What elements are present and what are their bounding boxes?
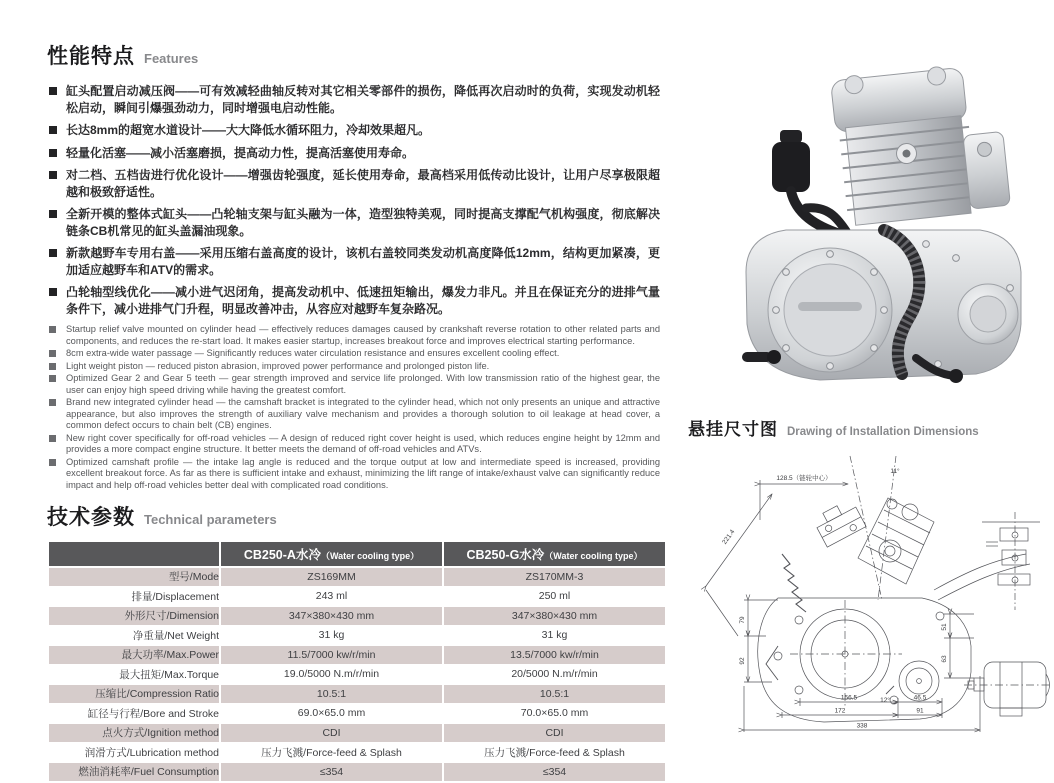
feature-item-en: [47, 348, 660, 360]
spec-value-model-g: 31 kg: [443, 626, 666, 646]
drawing-cylinder: [858, 498, 934, 584]
feature-item-en: [47, 373, 660, 396]
feature-item-en-text: Brand new integrated cylinder head — the camshaft bracket is integrated to the cylinder head, which not only presents an unique and attractive appearance, but also improves the strength of auxiliary valve mechanism and provides a thorough solution to oil leakage at head cover, a common defect occurs to chain belt (CB) engines.: [66, 397, 660, 430]
spec-header-empty-cell: [48, 541, 220, 567]
spec-table-row: [48, 567, 666, 587]
crankcase: [746, 230, 1021, 380]
feature-item-en-text: 8cm extra-wide water passage — Significantly reduces water circulation resistance and ensures excellent cooling effect.: [66, 348, 560, 358]
spec-value-model-g: 347×380×430 mm: [443, 606, 666, 626]
tech-params-title-en: Technical parameters: [144, 512, 277, 527]
drawing-section-title: [688, 415, 979, 440]
spec-row-label: 最大扭矩/Max.Torque: [48, 665, 220, 685]
spec-value-model-a: 243 ml: [220, 587, 443, 607]
spec-value-model-g: 压力飞溅/Force-feed & Splash: [443, 743, 666, 763]
bullet-square-icon: [49, 210, 57, 218]
spec-value-model-a: ≤354: [220, 762, 443, 782]
feature-item-zh: [47, 145, 660, 162]
spec-row-label: 型号/Mode: [48, 567, 220, 587]
spec-table-row: [48, 762, 666, 782]
dim-sprocket-center: 128.5（链轮中心）: [776, 475, 832, 482]
installation-drawing: [682, 450, 1054, 755]
feature-item-en: [47, 457, 660, 492]
tech-params-title-zh: 技术参数: [47, 506, 135, 529]
dim-bottom-2b: 91: [916, 707, 924, 715]
feature-item-en-text: Optimized camshaft profile — the intake lag angle is reduced and the torque output at low and intermediate speed is increased, providing excellent breakout force. As far as there is sufficient intake and exhaust, minimizing the lift range of intake/exhaust valve can significantly reduce impact and help off-road vehicles better deal with complicated road conditions.: [66, 456, 660, 490]
bullet-square-icon: [49, 399, 56, 406]
feature-item-zh-text: 缸头配置启动减压阀——可有效减轻曲轴反转对其它相关零部件的损伤，降低再次启动时的负荷，实现发动机轻松启动，瞬间引爆强劲动力，同时增强电启动性能。: [66, 84, 660, 115]
tech-params-section-title: [47, 501, 660, 531]
bullet-square-icon: [49, 249, 57, 257]
feature-item-zh-text: 长达8mm的超宽水道设计——大大降低水循环阻力，冷却效果超凡。: [66, 123, 431, 137]
dim-bottom-total: 338: [856, 722, 868, 730]
spec-value-model-g: ZS170MM-3: [443, 567, 666, 587]
spec-row-label: 压缩比/Compression Ratio: [48, 684, 220, 704]
spec-row-label: 润滑方式/Lubrication method: [48, 743, 220, 763]
spec-table-row: [48, 587, 666, 607]
cylinder-head: [830, 61, 1011, 227]
drawing-bracket: [982, 512, 1040, 610]
model-a-name: CB250-A水冷: [243, 548, 321, 562]
model-g-name: CB250-G水冷: [466, 548, 545, 562]
spec-value-model-g: CDI: [443, 723, 666, 743]
dim-bottom-1a: 156.5: [840, 694, 858, 702]
spec-value-model-g: 20/5000 N.m/r/min: [443, 665, 666, 685]
spec-value-model-a: 11.5/7000 kw/r/min: [220, 645, 443, 665]
feature-item-zh: [47, 206, 660, 239]
spec-row-label: 点火方式/Ignition method: [48, 723, 220, 743]
bullet-square-icon: [49, 459, 56, 466]
spec-value-model-g: 70.0×65.0 mm: [443, 704, 666, 724]
spec-value-model-a: 31 kg: [220, 626, 443, 646]
bullet-square-icon: [49, 149, 57, 157]
spec-value-model-a: 69.0×65.0 mm: [220, 704, 443, 724]
bullet-square-icon: [49, 288, 57, 296]
feature-item-zh-text: 全新开模的整体式缸头——凸轮轴支架与缸头融为一体，造型独特美观，同时提高支撑配气机构强度，彻底解决链条CB机常见的缸头盖漏油现象。: [66, 207, 660, 238]
feature-item-zh-text: 对二档、五档齿进行优化设计——增强齿轮强度，延长使用寿命，最高档采用低传动比设计，让用户尽享极限超越和极致舒适性。: [66, 168, 660, 199]
drawing-crankcase: [758, 598, 971, 722]
feature-item-zh-text: 凸轮轴型线优化——减小进气迟闭角，提高发动机中、低速扭矩输出，爆发力非凡。并且在保证充分的进排气量条件下，减小进排气门升程，明显改善冲击，从容应对越野车复杂路况。: [66, 285, 660, 316]
engine-photo: [688, 58, 1048, 408]
drawing-title-en: Drawing of Installation Dimensions: [787, 426, 979, 438]
bullet-square-icon: [49, 126, 57, 134]
spec-table: [47, 540, 667, 783]
dim-diagonal: 221.4: [721, 528, 737, 546]
drawing-spring: [782, 554, 806, 612]
features-title-zh: 性能特点: [47, 45, 135, 68]
feature-item-zh-text: 轻量化活塞——减小活塞磨损，提高动力性，提高活塞使用寿命。: [66, 145, 415, 160]
feature-item-en: [47, 324, 660, 347]
drawing-title-zh: 悬挂尺寸图: [688, 420, 778, 439]
dim-top-angle: 11°: [890, 468, 900, 475]
feature-item-zh: [47, 122, 660, 139]
right-column: [682, 0, 1054, 768]
spec-table-row: [48, 684, 666, 704]
dim-bottom-1b: 46.5: [913, 694, 927, 702]
features-title-en: Features: [144, 51, 199, 66]
dim-mid-lower: 63: [941, 655, 948, 663]
bullet-square-icon: [49, 350, 56, 357]
spec-row-label: 燃油消耗率/Fuel Consumption: [48, 762, 220, 782]
feature-item-en-text: Optimized Gear 2 and Gear 5 teeth — gear strength improved and service life prolonged. With low transmission ratio of the highest gear, the user can enjoy high speed driving while having the greatest comfort.: [66, 373, 660, 395]
spec-header-model-g: [443, 541, 666, 567]
spec-value-model-g: 13.5/7000 kw/r/min: [443, 645, 666, 665]
spec-value-model-g: ≤354: [443, 762, 666, 782]
model-a-note: （Water cooling type）: [320, 551, 420, 561]
feature-item-zh: [47, 83, 660, 116]
drawing-carb: [812, 498, 866, 547]
bullet-square-icon: [49, 435, 56, 442]
feature-item-en: [47, 361, 660, 373]
spec-value-model-a: 压力飞溅/Force-feed & Splash: [220, 743, 443, 763]
spec-table-row: [48, 645, 666, 665]
bullet-square-icon: [49, 171, 57, 179]
spec-value-model-a: CDI: [220, 723, 443, 743]
breather-canister: [772, 130, 854, 244]
spec-row-label: 外形尺寸/Dimension: [48, 606, 220, 626]
feature-item-en-text: New right cover specifically for off-road vehicles — A design of reduced right cover height is used, which reduces engine height by 12mm and provides a more compact engine structure. It better meets the demand of off-road vehicles and ATVs.: [66, 432, 660, 454]
engine-brand-emboss: [798, 302, 862, 311]
bullet-square-icon: [49, 87, 57, 95]
model-g-note: （Water cooling type）: [544, 551, 643, 561]
spec-table-row: [48, 606, 666, 626]
spec-value-model-a: 10.5:1: [220, 684, 443, 704]
spec-table-row: [48, 723, 666, 743]
feature-item-en: [47, 397, 660, 432]
spec-row-label: 最大功率/Max.Power: [48, 645, 220, 665]
spec-value-model-a: ZS169MM: [220, 567, 443, 587]
spec-row-label: 缸径与行程/Bore and Stroke: [48, 704, 220, 724]
spec-value-model-a: 347×380×430 mm: [220, 606, 443, 626]
bullet-square-icon: [49, 363, 56, 370]
dim-left-upper: 79: [739, 616, 746, 624]
spec-row-label: 排量/Displacement: [48, 587, 220, 607]
feature-item-zh-text: 新款越野车专用右盖——采用压缩右盖高度的设计，该机右盖较同类发动机高度降低12mm，结构更加紧凑，更加适应越野车和ATV的需求。: [66, 246, 660, 277]
spec-table-body: [48, 567, 666, 782]
dim-left-lower: 92: [739, 657, 746, 665]
features-list-en: [47, 324, 660, 491]
features-section-title: [47, 40, 660, 70]
spec-row-label: 净重量/Net Weight: [48, 626, 220, 646]
spec-value-model-g: 10.5:1: [443, 684, 666, 704]
left-column: [47, 40, 660, 783]
bullet-square-icon: [49, 375, 56, 382]
feature-item-zh: [47, 245, 660, 278]
spec-table-row: [48, 626, 666, 646]
spec-value-model-g: 250 ml: [443, 587, 666, 607]
drawing-side-view: [964, 662, 1052, 716]
bullet-square-icon: [49, 326, 56, 333]
dim-mid-upper: 51: [941, 623, 948, 631]
spec-value-model-a: 19.0/5000 N.m/r/min: [220, 665, 443, 685]
feature-item-zh: [47, 167, 660, 200]
feature-item-en-text: Light weight piston — reduced piston abrasion, improved power performance and prolonged piston life.: [66, 360, 490, 371]
dim-bottom-2a: 172: [834, 707, 846, 715]
spec-table-row: [48, 665, 666, 685]
spec-table-header-row: [48, 541, 666, 567]
spec-header-model-a: [220, 541, 443, 567]
spec-table-row: [48, 743, 666, 763]
feature-item-en-text: Startup relief valve mounted on cylinder head — effectively reduces damages caused by crankshaft reverse rotation to other related parts and components, and reduces the re-start load. It makes easier startup, increases breakout force and improves electrical starting performance.: [66, 324, 660, 346]
spec-table-row: [48, 704, 666, 724]
features-list-zh: [47, 83, 660, 317]
feature-item-zh: [47, 284, 660, 317]
dim-bottom-angle: 12°: [880, 697, 890, 704]
feature-item-en: [47, 433, 660, 456]
